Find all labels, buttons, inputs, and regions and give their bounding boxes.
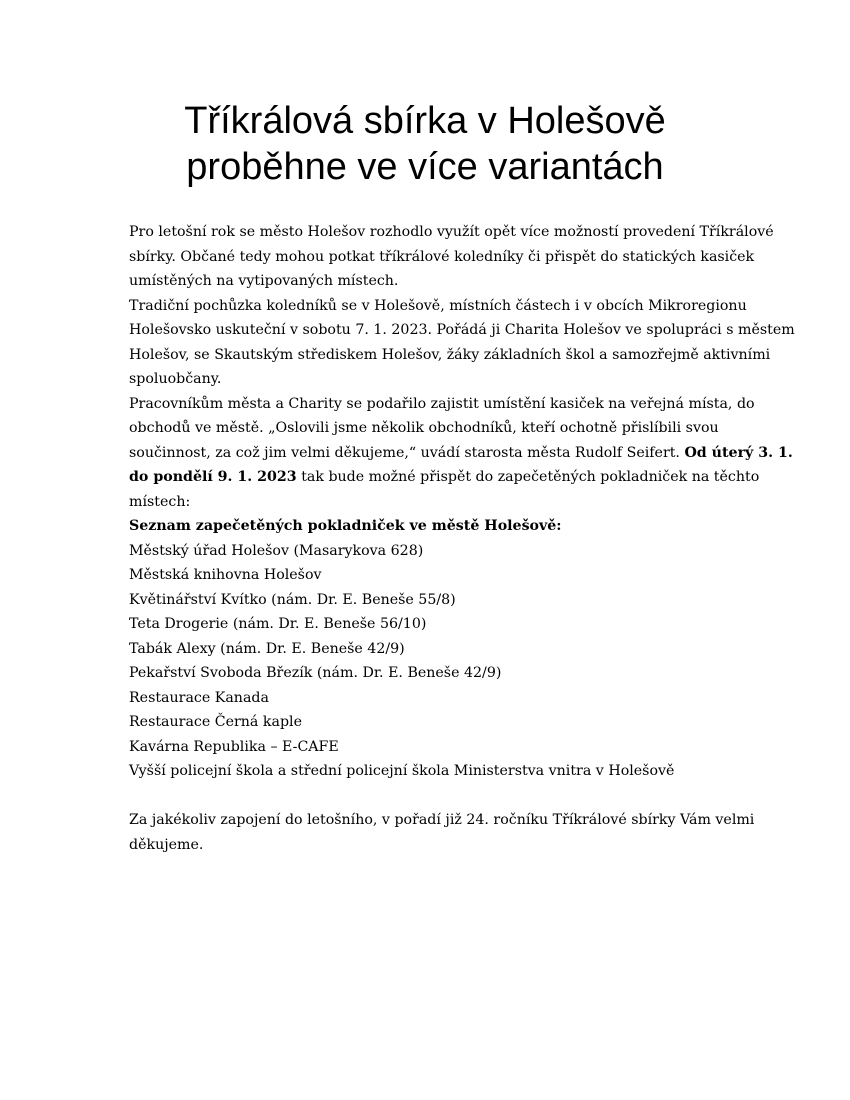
list-item: Městská knihovna Holešov (129, 567, 322, 583)
blank-line (129, 784, 729, 809)
paragraph-collection-boxes (129, 392, 793, 515)
list-item: Vyšší policejní škola a střední policejní škola Ministerstva vnitra v Holešově (129, 763, 675, 779)
list-item: Květinářství Kvítko (nám. Dr. E. Beneše 55/8) (129, 591, 456, 608)
text-line: Pro letošní rok se město Holešov rozhodlo využít opět více možností provedení Tříkrálové (129, 224, 774, 240)
text-line: Holešovsko uskuteční v sobotu 7. 1. 2023. Pořádá ji Charita Holešov ve spolupráci s městem (129, 322, 795, 338)
text-line (129, 441, 793, 466)
list-item: Restaurace Kanada (129, 689, 269, 706)
title-line-1: Tříkrálová sbírka v Holešově (184, 100, 666, 142)
text-line: spoluobčany. (129, 371, 222, 387)
paragraph-closing (129, 808, 755, 857)
text-line (129, 465, 760, 490)
article-body (129, 220, 795, 857)
text-line: Za jakékoliv zapojení do letošního, v pořadí již 24. ročníku Tříkrálové sbírky Vám velmi (129, 812, 755, 828)
list-item: Teta Drogerie (nám. Dr. E. Beneše 56/10) (129, 616, 427, 632)
quote-text: součinnost, za což jim velmi děkujeme,“ uvádí starosta města Rudolf Seifert. (129, 444, 685, 461)
text-line: Tradiční pochůzka koledníků se v Holešově, místních částech i v obcích Mikroregionu (129, 297, 747, 314)
list-item: Pekařství Svoboda Březík (nám. Dr. E. Beneše 42/9) (129, 665, 502, 681)
text-line: umístěných na vytipovaných místech. (129, 273, 399, 289)
text-line: Pracovníkům města a Charity se podařilo zajistit umístění kasiček na veřejná místa, do (129, 395, 755, 412)
text-line: místech: (129, 493, 191, 510)
paragraph-caroling (129, 294, 795, 392)
text-fragment: tak bude možné přispět do zapečetěných pokladniček na těchto (296, 469, 760, 485)
list-item: Kavárna Republika – E-CAFE (129, 738, 339, 755)
date-range-start: Od úterý 3. 1. (684, 444, 793, 461)
list-heading: Seznam zapečetěných pokladniček ve městě Holešově: (129, 518, 562, 534)
text-line: obchodů ve městě. „Oslovili jsme několik obchodníků, kteří ochotně přislíbili svou (129, 420, 719, 436)
list-item: Tabák Alexy (nám. Dr. E. Beneše 42/9) (129, 640, 405, 657)
text-line: Holešov, se Skautským střediskem Holešov, žáky základních škol a samozřejmě aktivními (129, 346, 771, 363)
locations-list (129, 539, 729, 784)
article-title (0, 98, 850, 190)
text-line: sbírky. Občané tedy mohou potkat tříkrálové koledníky či přispět do statických kasiček (129, 248, 755, 265)
title-line-2: proběhne ve více variantách (186, 146, 664, 188)
paragraph-intro (129, 220, 774, 294)
list-item: Městský úřad Holešov (Masarykova 628) (129, 542, 424, 559)
text-line: děkujeme. (129, 836, 204, 853)
list-item: Restaurace Černá kaple (129, 714, 302, 730)
date-range-end: do pondělí 9. 1. 2023 (129, 469, 297, 485)
